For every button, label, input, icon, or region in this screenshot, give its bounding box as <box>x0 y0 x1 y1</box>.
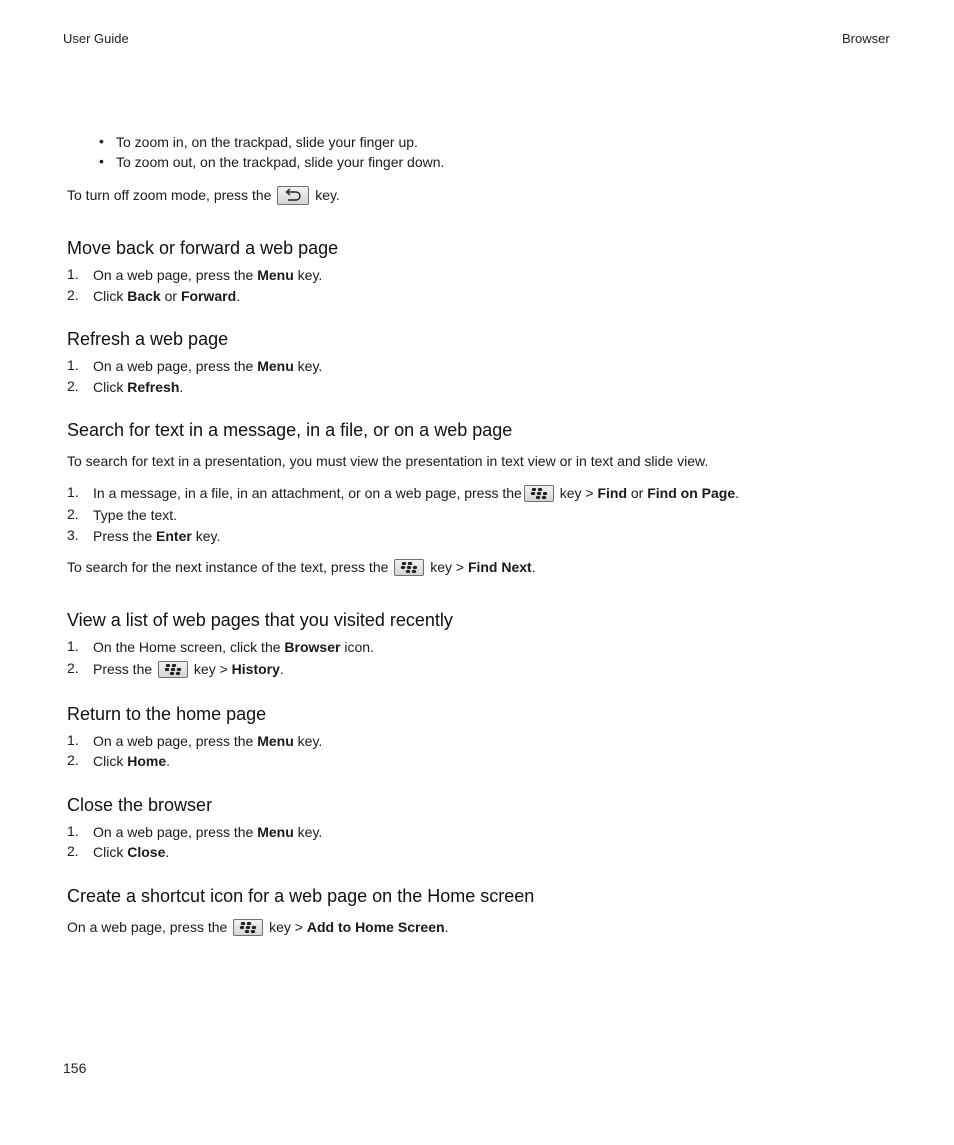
find-next-paragraph: To search for the next instance of the text, press the key > Find Next. <box>67 559 536 575</box>
menu-key-icon <box>394 559 424 576</box>
menu-key-icon <box>233 919 263 936</box>
step-text: In a message, in a file, in an attachment, or on a web page, press the key > Find or Find on Page. <box>93 485 740 501</box>
step-text: Press the key > History. <box>93 661 284 677</box>
list-item: To zoom in, on the trackpad, slide your finger up. <box>116 134 418 150</box>
step-text: On a web page, press the Menu key. <box>93 733 323 749</box>
step-number: 2. <box>67 660 79 676</box>
step-text: On the Home screen, click the Browser icon. <box>93 639 374 655</box>
step-number: 2. <box>67 378 79 394</box>
intro-paragraph: To search for text in a presentation, you must view the presentation in text view or in text and slide view. <box>67 453 709 469</box>
text: key. <box>315 187 340 203</box>
step-text: On a web page, press the Menu key. <box>93 358 323 374</box>
step-text: Type the text. <box>93 507 178 523</box>
escape-key-icon <box>277 186 309 205</box>
list-item: To zoom out, on the trackpad, slide your finger down. <box>116 154 445 170</box>
page-number: 156 <box>63 1060 87 1076</box>
bullet-glyph: • <box>99 153 104 169</box>
step-text: Press the Enter key. <box>93 528 221 544</box>
header-section-title: Browser <box>842 31 890 46</box>
step-number: 1. <box>67 357 79 373</box>
step-text: Click Refresh. <box>93 379 184 395</box>
step-number: 2. <box>67 506 79 522</box>
step-number: 1. <box>67 484 79 500</box>
step-number: 1. <box>67 732 79 748</box>
section-heading: Create a shortcut icon for a web page on the Home screen <box>67 886 535 906</box>
section-heading: View a list of web pages that you visited recently <box>67 610 453 630</box>
step-text: Click Home. <box>93 753 171 769</box>
step-text: On a web page, press the Menu key. <box>93 267 323 283</box>
header-guide-title: User Guide <box>63 31 129 46</box>
bullet-glyph: • <box>99 133 104 149</box>
section-heading: Search for text in a message, in a file, or on a web page <box>67 420 513 440</box>
menu-key-icon <box>158 661 188 678</box>
menu-key-icon <box>524 485 554 502</box>
step-number: 1. <box>67 823 79 839</box>
step-number: 1. <box>67 638 79 654</box>
step-number: 2. <box>67 752 79 768</box>
section-heading: Refresh a web page <box>67 329 229 349</box>
step-number: 1. <box>67 266 79 282</box>
step-text: On a web page, press the Menu key. <box>93 824 323 840</box>
step-number: 3. <box>67 527 79 543</box>
section-heading: Return to the home page <box>67 704 267 724</box>
shortcut-paragraph: On a web page, press the key > Add to Home Screen. <box>67 919 449 935</box>
step-text: Click Close. <box>93 844 170 860</box>
text: To turn off zoom mode, press the <box>67 187 272 203</box>
section-heading: Move back or forward a web page <box>67 238 339 258</box>
zoom-off-paragraph <box>67 186 340 206</box>
section-heading: Close the browser <box>67 795 213 815</box>
step-number: 2. <box>67 843 79 859</box>
step-number: 2. <box>67 287 79 303</box>
step-text: Click Back or Forward. <box>93 288 241 304</box>
